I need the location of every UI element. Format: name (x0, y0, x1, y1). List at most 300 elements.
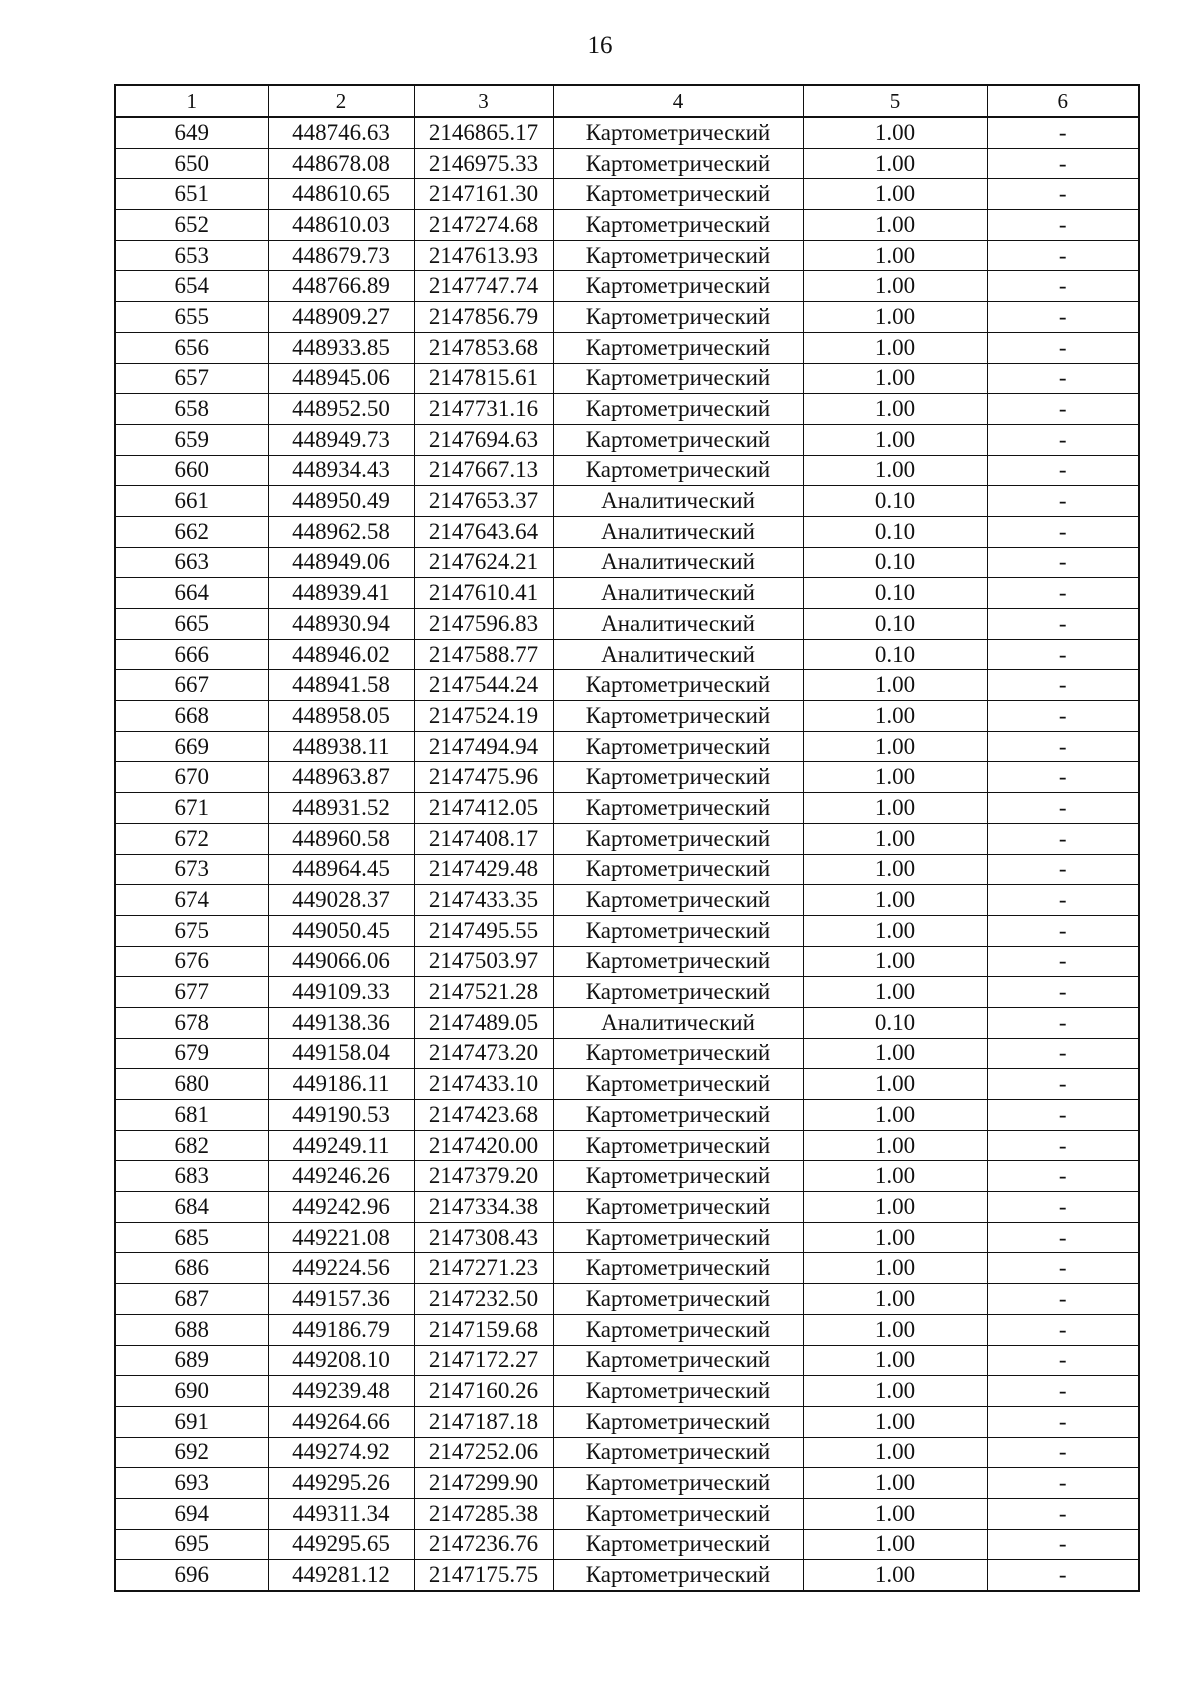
method-cell: Картометрический (553, 424, 803, 455)
accuracy-cell: 1.00 (803, 1069, 987, 1100)
y-coordinate-cell: 2146865.17 (414, 117, 553, 148)
page-number: 16 (587, 32, 613, 59)
table-row (115, 302, 1139, 333)
y-coordinate-cell: 2147624.21 (414, 547, 553, 578)
accuracy-cell: 1.00 (803, 946, 987, 977)
accuracy-cell: 1.00 (803, 1406, 987, 1437)
y-coordinate-cell: 2147172.27 (414, 1345, 553, 1376)
method-cell: Картометрический (553, 1069, 803, 1100)
accuracy-cell: 1.00 (803, 1468, 987, 1499)
y-coordinate-cell: 2147379.20 (414, 1161, 553, 1192)
point-number-cell: 670 (115, 762, 268, 793)
point-number-cell: 657 (115, 363, 268, 394)
y-coordinate-cell: 2147252.06 (414, 1437, 553, 1468)
point-number-cell: 680 (115, 1069, 268, 1100)
y-coordinate-cell: 2147160.26 (414, 1376, 553, 1407)
note-cell: - (987, 1406, 1139, 1437)
point-number-cell: 691 (115, 1406, 268, 1437)
table-row (115, 117, 1139, 148)
accuracy-cell: 1.00 (803, 977, 987, 1008)
accuracy-cell: 1.00 (803, 1560, 987, 1591)
x-coordinate-cell: 448746.63 (268, 117, 414, 148)
method-cell: Картометрический (553, 210, 803, 241)
method-cell: Картометрический (553, 793, 803, 824)
method-cell: Картометрический (553, 363, 803, 394)
accuracy-cell: 1.00 (803, 332, 987, 363)
method-cell: Картометрический (553, 1038, 803, 1069)
table-row (115, 793, 1139, 824)
point-number-cell: 660 (115, 455, 268, 486)
point-number-cell: 675 (115, 915, 268, 946)
x-coordinate-cell: 449274.92 (268, 1437, 414, 1468)
method-cell: Картометрический (553, 1529, 803, 1560)
table-row (115, 1437, 1139, 1468)
method-cell: Картометрический (553, 1345, 803, 1376)
table-row (115, 547, 1139, 578)
accuracy-cell: 1.00 (803, 1038, 987, 1069)
y-coordinate-cell: 2146975.33 (414, 148, 553, 179)
point-number-cell: 679 (115, 1038, 268, 1069)
table-row (115, 762, 1139, 793)
table-row (115, 486, 1139, 517)
table-row (115, 210, 1139, 241)
table-row (115, 1376, 1139, 1407)
accuracy-cell: 1.00 (803, 1161, 987, 1192)
point-number-cell: 684 (115, 1192, 268, 1223)
point-number-cell: 681 (115, 1100, 268, 1131)
x-coordinate-cell: 448931.52 (268, 793, 414, 824)
point-number-cell: 690 (115, 1376, 268, 1407)
y-coordinate-cell: 2147731.16 (414, 394, 553, 425)
note-cell: - (987, 455, 1139, 486)
column-header-5: 5 (803, 85, 987, 117)
x-coordinate-cell: 448960.58 (268, 823, 414, 854)
note-cell: - (987, 762, 1139, 793)
y-coordinate-cell: 2147521.28 (414, 977, 553, 1008)
accuracy-cell: 1.00 (803, 885, 987, 916)
table-row (115, 670, 1139, 701)
x-coordinate-cell: 449295.65 (268, 1529, 414, 1560)
method-cell: Картометрический (553, 915, 803, 946)
method-cell: Картометрический (553, 1161, 803, 1192)
y-coordinate-cell: 2147271.23 (414, 1253, 553, 1284)
y-coordinate-cell: 2147433.35 (414, 885, 553, 916)
x-coordinate-cell: 449028.37 (268, 885, 414, 916)
table-row (115, 332, 1139, 363)
table-row (115, 915, 1139, 946)
table-row (115, 1222, 1139, 1253)
note-cell: - (987, 547, 1139, 578)
point-number-cell: 649 (115, 117, 268, 148)
method-cell: Картометрический (553, 394, 803, 425)
method-cell: Картометрический (553, 148, 803, 179)
x-coordinate-cell: 448949.06 (268, 547, 414, 578)
note-cell: - (987, 516, 1139, 547)
point-number-cell: 685 (115, 1222, 268, 1253)
y-coordinate-cell: 2147473.20 (414, 1038, 553, 1069)
method-cell: Картометрический (553, 1284, 803, 1315)
x-coordinate-cell: 448958.05 (268, 701, 414, 732)
method-cell: Картометрический (553, 1253, 803, 1284)
y-coordinate-cell: 2147423.68 (414, 1100, 553, 1131)
method-cell: Картометрический (553, 1560, 803, 1591)
y-coordinate-cell: 2147610.41 (414, 578, 553, 609)
y-coordinate-cell: 2147853.68 (414, 332, 553, 363)
note-cell: - (987, 117, 1139, 148)
note-cell: - (987, 1284, 1139, 1315)
y-coordinate-cell: 2147232.50 (414, 1284, 553, 1315)
table-row (115, 1560, 1139, 1591)
y-coordinate-cell: 2147433.10 (414, 1069, 553, 1100)
method-cell: Картометрический (553, 271, 803, 302)
y-coordinate-cell: 2147412.05 (414, 793, 553, 824)
method-cell: Аналитический (553, 1007, 803, 1038)
point-number-cell: 650 (115, 148, 268, 179)
table-row (115, 1192, 1139, 1223)
note-cell: - (987, 885, 1139, 916)
y-coordinate-cell: 2147236.76 (414, 1529, 553, 1560)
accuracy-cell: 1.00 (803, 1130, 987, 1161)
point-number-cell: 666 (115, 639, 268, 670)
table-row (115, 731, 1139, 762)
note-cell: - (987, 578, 1139, 609)
table-row (115, 240, 1139, 271)
x-coordinate-cell: 448950.49 (268, 486, 414, 517)
y-coordinate-cell: 2147643.64 (414, 516, 553, 547)
method-cell: Картометрический (553, 179, 803, 210)
y-coordinate-cell: 2147299.90 (414, 1468, 553, 1499)
note-cell: - (987, 731, 1139, 762)
note-cell: - (987, 793, 1139, 824)
table-row (115, 1529, 1139, 1560)
note-cell: - (987, 363, 1139, 394)
accuracy-cell: 1.00 (803, 1376, 987, 1407)
method-cell: Аналитический (553, 578, 803, 609)
x-coordinate-cell: 448909.27 (268, 302, 414, 333)
table-row (115, 363, 1139, 394)
point-number-cell: 663 (115, 547, 268, 578)
x-coordinate-cell: 449050.45 (268, 915, 414, 946)
point-number-cell: 688 (115, 1314, 268, 1345)
note-cell: - (987, 240, 1139, 271)
method-cell: Картометрический (553, 332, 803, 363)
accuracy-cell: 0.10 (803, 486, 987, 517)
x-coordinate-cell: 448938.11 (268, 731, 414, 762)
point-number-cell: 667 (115, 670, 268, 701)
accuracy-cell: 1.00 (803, 394, 987, 425)
y-coordinate-cell: 2147747.74 (414, 271, 553, 302)
note-cell: - (987, 1468, 1139, 1499)
method-cell: Картометрический (553, 1406, 803, 1437)
note-cell: - (987, 179, 1139, 210)
accuracy-cell: 1.00 (803, 240, 987, 271)
x-coordinate-cell: 449224.56 (268, 1253, 414, 1284)
point-number-cell: 655 (115, 302, 268, 333)
table-row (115, 394, 1139, 425)
y-coordinate-cell: 2147544.24 (414, 670, 553, 701)
accuracy-cell: 1.00 (803, 1222, 987, 1253)
point-number-cell: 677 (115, 977, 268, 1008)
accuracy-cell: 0.10 (803, 547, 987, 578)
x-coordinate-cell: 449239.48 (268, 1376, 414, 1407)
table-row (115, 639, 1139, 670)
method-cell: Картометрический (553, 1222, 803, 1253)
accuracy-cell: 1.00 (803, 1192, 987, 1223)
point-number-cell: 658 (115, 394, 268, 425)
accuracy-cell: 1.00 (803, 179, 987, 210)
point-number-cell: 676 (115, 946, 268, 977)
accuracy-cell: 1.00 (803, 363, 987, 394)
note-cell: - (987, 486, 1139, 517)
x-coordinate-cell: 448934.43 (268, 455, 414, 486)
note-cell: - (987, 1253, 1139, 1284)
x-coordinate-cell: 449249.11 (268, 1130, 414, 1161)
method-cell: Аналитический (553, 639, 803, 670)
accuracy-cell: 0.10 (803, 578, 987, 609)
note-cell: - (987, 210, 1139, 241)
point-number-cell: 693 (115, 1468, 268, 1499)
note-cell: - (987, 1222, 1139, 1253)
accuracy-cell: 1.00 (803, 455, 987, 486)
y-coordinate-cell: 2147475.96 (414, 762, 553, 793)
accuracy-cell: 1.00 (803, 915, 987, 946)
table-row (115, 1314, 1139, 1345)
method-cell: Картометрический (553, 946, 803, 977)
note-cell: - (987, 1560, 1139, 1591)
note-cell: - (987, 1161, 1139, 1192)
table-row (115, 1253, 1139, 1284)
accuracy-cell: 1.00 (803, 670, 987, 701)
table-row (115, 1007, 1139, 1038)
note-cell: - (987, 609, 1139, 640)
table-row (115, 578, 1139, 609)
table-row (115, 1284, 1139, 1315)
method-cell: Картометрический (553, 1437, 803, 1468)
point-number-cell: 653 (115, 240, 268, 271)
y-coordinate-cell: 2147489.05 (414, 1007, 553, 1038)
method-cell: Картометрический (553, 1376, 803, 1407)
accuracy-cell: 1.00 (803, 854, 987, 885)
accuracy-cell: 1.00 (803, 302, 987, 333)
method-cell: Картометрический (553, 1314, 803, 1345)
table-header-row (115, 85, 1139, 117)
y-coordinate-cell: 2147694.63 (414, 424, 553, 455)
y-coordinate-cell: 2147524.19 (414, 701, 553, 732)
accuracy-cell: 1.00 (803, 1529, 987, 1560)
accuracy-cell: 0.10 (803, 609, 987, 640)
method-cell: Картометрический (553, 1498, 803, 1529)
x-coordinate-cell: 448952.50 (268, 394, 414, 425)
table-row (115, 179, 1139, 210)
point-number-cell: 665 (115, 609, 268, 640)
x-coordinate-cell: 448678.08 (268, 148, 414, 179)
method-cell: Картометрический (553, 1100, 803, 1131)
x-coordinate-cell: 448946.02 (268, 639, 414, 670)
column-header-6: 6 (987, 85, 1139, 117)
point-number-cell: 695 (115, 1529, 268, 1560)
x-coordinate-cell: 449157.36 (268, 1284, 414, 1315)
table-row (115, 1130, 1139, 1161)
table-row (115, 148, 1139, 179)
accuracy-cell: 1.00 (803, 271, 987, 302)
x-coordinate-cell: 448939.41 (268, 578, 414, 609)
method-cell: Картометрический (553, 240, 803, 271)
x-coordinate-cell: 448766.89 (268, 271, 414, 302)
method-cell: Картометрический (553, 701, 803, 732)
x-coordinate-cell: 449066.06 (268, 946, 414, 977)
x-coordinate-cell: 448679.73 (268, 240, 414, 271)
y-coordinate-cell: 2147815.61 (414, 363, 553, 394)
point-number-cell: 686 (115, 1253, 268, 1284)
table-row (115, 854, 1139, 885)
x-coordinate-cell: 448949.73 (268, 424, 414, 455)
point-number-cell: 662 (115, 516, 268, 547)
point-number-cell: 694 (115, 1498, 268, 1529)
table-row (115, 977, 1139, 1008)
table-row (115, 1468, 1139, 1499)
x-coordinate-cell: 449311.34 (268, 1498, 414, 1529)
y-coordinate-cell: 2147613.93 (414, 240, 553, 271)
table-row (115, 1069, 1139, 1100)
note-cell: - (987, 639, 1139, 670)
note-cell: - (987, 332, 1139, 363)
note-cell: - (987, 1498, 1139, 1529)
table-body (115, 117, 1139, 1591)
method-cell: Картометрический (553, 1130, 803, 1161)
x-coordinate-cell: 449109.33 (268, 977, 414, 1008)
note-cell: - (987, 424, 1139, 455)
point-number-cell: 674 (115, 885, 268, 916)
coordinates-table (114, 84, 1140, 1592)
y-coordinate-cell: 2147308.43 (414, 1222, 553, 1253)
note-cell: - (987, 670, 1139, 701)
note-cell: - (987, 302, 1139, 333)
accuracy-cell: 1.00 (803, 793, 987, 824)
method-cell: Картометрический (553, 1468, 803, 1499)
x-coordinate-cell: 449158.04 (268, 1038, 414, 1069)
x-coordinate-cell: 449186.11 (268, 1069, 414, 1100)
method-cell: Картометрический (553, 670, 803, 701)
method-cell: Аналитический (553, 609, 803, 640)
column-header-2: 2 (268, 85, 414, 117)
method-cell: Картометрический (553, 455, 803, 486)
note-cell: - (987, 1437, 1139, 1468)
column-header-3: 3 (414, 85, 553, 117)
accuracy-cell: 1.00 (803, 1284, 987, 1315)
point-number-cell: 659 (115, 424, 268, 455)
method-cell: Картометрический (553, 823, 803, 854)
note-cell: - (987, 1314, 1139, 1345)
note-cell: - (987, 701, 1139, 732)
note-cell: - (987, 1130, 1139, 1161)
accuracy-cell: 1.00 (803, 1345, 987, 1376)
method-cell: Картометрический (553, 117, 803, 148)
table-row (115, 701, 1139, 732)
table-row (115, 1038, 1139, 1069)
y-coordinate-cell: 2147494.94 (414, 731, 553, 762)
note-cell: - (987, 977, 1139, 1008)
table-row (115, 885, 1139, 916)
point-number-cell: 664 (115, 578, 268, 609)
x-coordinate-cell: 449246.26 (268, 1161, 414, 1192)
y-coordinate-cell: 2147420.00 (414, 1130, 553, 1161)
table-row (115, 1498, 1139, 1529)
accuracy-cell: 1.00 (803, 823, 987, 854)
method-cell: Аналитический (553, 486, 803, 517)
point-number-cell: 673 (115, 854, 268, 885)
table-row (115, 1406, 1139, 1437)
x-coordinate-cell: 448610.65 (268, 179, 414, 210)
table-row (115, 1161, 1139, 1192)
y-coordinate-cell: 2147187.18 (414, 1406, 553, 1437)
x-coordinate-cell: 448945.06 (268, 363, 414, 394)
note-cell: - (987, 1038, 1139, 1069)
point-number-cell: 687 (115, 1284, 268, 1315)
method-cell: Картометрический (553, 302, 803, 333)
accuracy-cell: 1.00 (803, 731, 987, 762)
note-cell: - (987, 1192, 1139, 1223)
note-cell: - (987, 946, 1139, 977)
y-coordinate-cell: 2147653.37 (414, 486, 553, 517)
note-cell: - (987, 1100, 1139, 1131)
x-coordinate-cell: 449264.66 (268, 1406, 414, 1437)
y-coordinate-cell: 2147334.38 (414, 1192, 553, 1223)
method-cell: Картометрический (553, 977, 803, 1008)
accuracy-cell: 1.00 (803, 1437, 987, 1468)
x-coordinate-cell: 448963.87 (268, 762, 414, 793)
accuracy-cell: 1.00 (803, 117, 987, 148)
point-number-cell: 651 (115, 179, 268, 210)
note-cell: - (987, 1345, 1139, 1376)
point-number-cell: 671 (115, 793, 268, 824)
method-cell: Картометрический (553, 762, 803, 793)
method-cell: Аналитический (553, 547, 803, 578)
table-row (115, 455, 1139, 486)
column-header-1: 1 (115, 85, 268, 117)
table-row (115, 424, 1139, 455)
y-coordinate-cell: 2147161.30 (414, 179, 553, 210)
table-row (115, 946, 1139, 977)
x-coordinate-cell: 449208.10 (268, 1345, 414, 1376)
accuracy-cell: 0.10 (803, 516, 987, 547)
point-number-cell: 668 (115, 701, 268, 732)
accuracy-cell: 1.00 (803, 762, 987, 793)
table-row (115, 609, 1139, 640)
note-cell: - (987, 394, 1139, 425)
point-number-cell: 682 (115, 1130, 268, 1161)
note-cell: - (987, 271, 1139, 302)
point-number-cell: 672 (115, 823, 268, 854)
x-coordinate-cell: 449138.36 (268, 1007, 414, 1038)
note-cell: - (987, 915, 1139, 946)
x-coordinate-cell: 449242.96 (268, 1192, 414, 1223)
note-cell: - (987, 1376, 1139, 1407)
note-cell: - (987, 1529, 1139, 1560)
method-cell: Картометрический (553, 731, 803, 762)
x-coordinate-cell: 449281.12 (268, 1560, 414, 1591)
point-number-cell: 654 (115, 271, 268, 302)
x-coordinate-cell: 448964.45 (268, 854, 414, 885)
note-cell: - (987, 854, 1139, 885)
point-number-cell: 696 (115, 1560, 268, 1591)
x-coordinate-cell: 449295.26 (268, 1468, 414, 1499)
y-coordinate-cell: 2147429.48 (414, 854, 553, 885)
accuracy-cell: 0.10 (803, 639, 987, 670)
point-number-cell: 683 (115, 1161, 268, 1192)
accuracy-cell: 1.00 (803, 424, 987, 455)
y-coordinate-cell: 2147503.97 (414, 946, 553, 977)
y-coordinate-cell: 2147588.77 (414, 639, 553, 670)
